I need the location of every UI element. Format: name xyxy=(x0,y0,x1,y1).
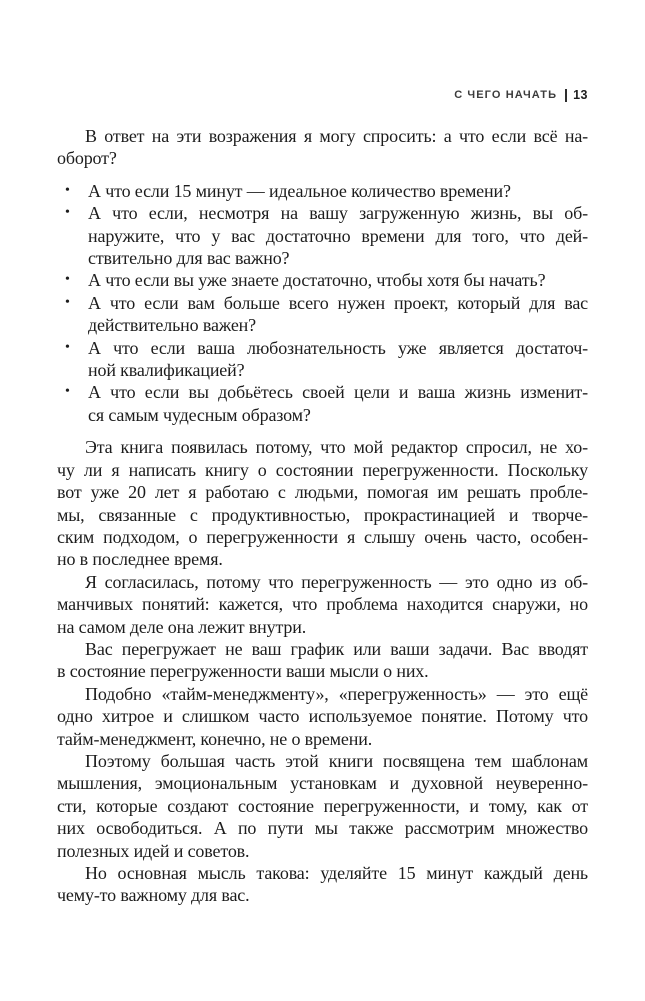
text-line: действительно важен? xyxy=(88,315,257,336)
text-line: А что если ваша любознательность уже является достаточ- xyxy=(88,337,588,358)
page-content xyxy=(57,88,588,907)
text-line: вот уже 20 лет я работаю с людьми, помогая им решать пробле- xyxy=(57,482,588,503)
bullet-marker: • xyxy=(65,272,70,288)
text-line: Поэтому большая часть этой книги посвящена тем шаблонам xyxy=(85,750,588,771)
text-line: манчивых понятий: кажется, что проблема находится снаружи, но xyxy=(57,594,588,615)
bullet-list-item xyxy=(57,292,588,337)
bullet-list-item xyxy=(57,180,588,202)
text-line: А что если вам больше всего нужен проект, который для вас xyxy=(88,292,588,313)
text-line: мы, связанные с продуктивностью, прокрастинацией и творче- xyxy=(57,504,588,525)
text-line: А что если вы уже знаете достаточно, чтобы хотя бы начать? xyxy=(88,270,546,291)
bullet-list-item xyxy=(57,269,588,291)
paragraph xyxy=(57,638,588,683)
paragraph xyxy=(57,683,588,750)
page-header xyxy=(57,88,588,102)
text-line: Эта книга появилась потому, что мой редактор спросил, не хо- xyxy=(85,437,588,458)
text-line: тайм-менеджмент, конечно, не о времени. xyxy=(57,728,373,749)
running-title: С ЧЕГО НАЧАТЬ xyxy=(454,89,558,101)
text-line: в состояние перегруженности ваши мысли о них. xyxy=(57,661,429,682)
text-line: Но основная мысль такова: уделяйте 15 минут каждый день xyxy=(85,863,588,883)
page-body xyxy=(57,125,588,907)
text-line: но в последнее время. xyxy=(57,549,223,570)
paragraph xyxy=(57,862,588,907)
text-line: ной квалификацией? xyxy=(88,360,245,381)
text-line: А что если вы добьётесь своей цели и ваша жизнь изменит- xyxy=(88,382,588,403)
text-line: ским подходом, о перегруженности я слышу очень часто, особен- xyxy=(57,526,588,547)
text-line: чему-то важному для вас. xyxy=(57,885,250,906)
text-line: чу ли я написать книгу о состоянии перегруженности. Поскольку xyxy=(57,459,588,480)
bullet-marker: • xyxy=(65,294,70,310)
text-line: ся самым чудесным образом? xyxy=(88,404,311,425)
text-line: ствительно для вас важно? xyxy=(88,248,290,269)
paragraph xyxy=(57,436,588,570)
paragraph xyxy=(57,571,588,638)
text-line: полезных идей и советов. xyxy=(57,840,250,861)
text-line: Вас перегружает не ваш график или ваши задачи. Вас вводят xyxy=(85,638,588,659)
text-line: В ответ на эти возражения я могу спросить: а что если всё на- xyxy=(85,126,588,146)
text-line: Подобно «тайм-менеджменту», «перегруженность» — это ещё xyxy=(85,683,588,704)
text-line: А что если, несмотря на вашу загруженную жизнь, вы об- xyxy=(88,203,588,224)
page-number: 13 xyxy=(573,88,588,102)
text-line: оборот? xyxy=(57,148,117,169)
text-line: А что если 15 минут — идеальное количество времени? xyxy=(88,180,511,201)
text-line: одно хитрое и слишком часто используемое понятие. Потому что xyxy=(57,706,588,727)
bullet-marker: • xyxy=(65,384,70,400)
bullet-list xyxy=(57,180,588,426)
bullet-list-item xyxy=(57,337,588,382)
text-line: наружите, что у вас достаточно времени для того, что дей- xyxy=(88,225,588,246)
text-line: сти, которые создают состояние перегруженности, и тому, как от xyxy=(57,795,588,816)
text-line: Я согласилась, потому что перегруженность — это одно из об- xyxy=(85,571,588,592)
bullet-marker: • xyxy=(65,339,70,355)
text-line: мышления, эмоциональным установкам и духовной неуверенно- xyxy=(57,773,588,794)
bullet-list-item xyxy=(57,202,588,269)
bullet-marker: • xyxy=(65,182,70,198)
header-divider xyxy=(565,89,567,102)
bullet-list-item xyxy=(57,381,588,426)
bullet-marker: • xyxy=(65,205,70,221)
text-line: на самом деле она лежит внутри. xyxy=(57,616,307,637)
paragraph xyxy=(57,125,588,170)
text-line: них освободиться. А по пути мы также рассмотрим множество xyxy=(57,818,588,839)
paragraph xyxy=(57,750,588,862)
